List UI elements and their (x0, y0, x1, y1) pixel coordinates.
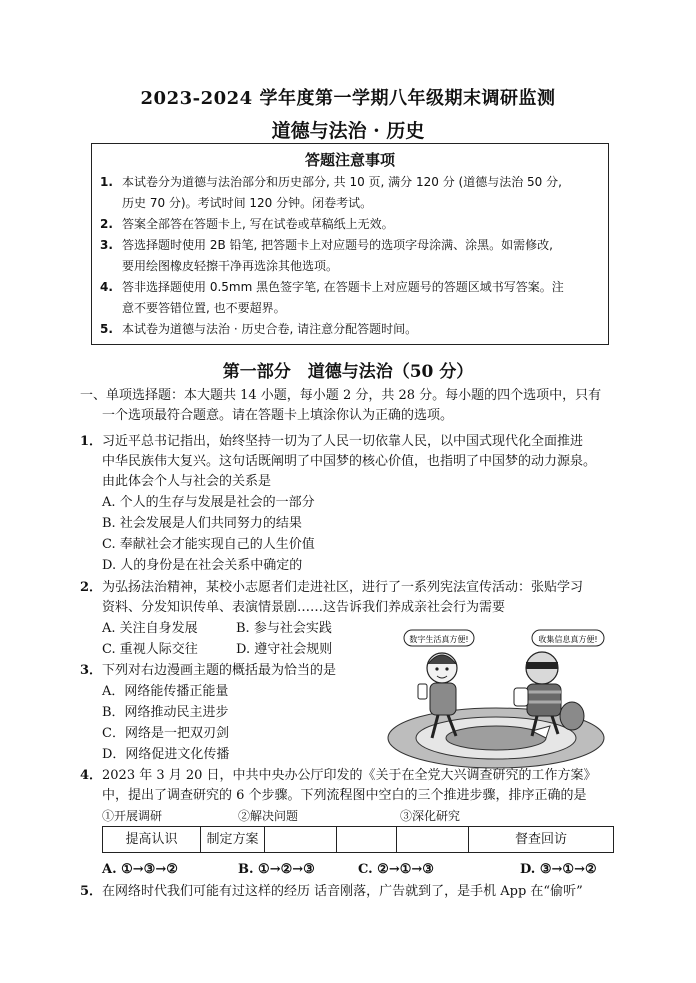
notice-item-text: 答选择题时使用 2B 铅笔, 把答题卡上对应题号的选项字母涂满、涂黑。如需修改, (122, 238, 553, 252)
notice-item-1 (100, 172, 600, 214)
question-1-text: 中华民族伟大复兴。这句话既阐明了中国梦的核心价值，也指明了中国梦的动力源泉。 (102, 454, 597, 469)
notice-item-number: 1. (100, 175, 113, 189)
question-4-text: 2023 年 3 月 20 日，中共中央办公厅印发的《关于在全党大兴调查研究的工作方案》 (102, 768, 597, 783)
question-1-text: 习近平总书记指出，始终坚持一切为了人民一切依靠人民，以中国式现代化全面推进 (102, 434, 584, 449)
notice-item-number: 2. (100, 217, 113, 231)
question-4-option-c: C. ②→①→③ (358, 862, 434, 877)
cartoon-drawing (382, 628, 610, 773)
question-3-number: 3． (80, 663, 103, 678)
notice-item-text: 要用绘图橡皮轻擦干净再选涂其他选项。 (122, 259, 339, 273)
notice-item-text: 本试卷分为道德与法治部分和历史部分, 共 10 页, 满分 120 分 (道德与法治 50 分, (122, 175, 562, 189)
question-1-option-c: C. 奉献社会才能实现自己的人生价值 (102, 537, 315, 552)
notice-item-text: 答案全部答在答题卡上, 写在试卷或草稿纸上无效。 (122, 217, 394, 231)
notice-item-number: 3. (100, 238, 113, 252)
question-2-option-b: B. 参与社会实践 (236, 621, 332, 636)
notice-item-number: 4. (100, 280, 113, 294)
question-4-option-b: B. ①→②→③ (238, 862, 315, 877)
notice-box (91, 143, 609, 345)
question-3-option-c: C．网络是一把双刃剑 (102, 726, 229, 741)
question-4-number: 4． (80, 768, 103, 783)
question-2-text: 为弘扬法治精神，某校小志愿者们走进社区，进行了一系列宪法宣传活动：张贴学习 (102, 580, 584, 595)
notice-item-4 (100, 277, 600, 319)
flow-step: 督查回访 (514, 832, 567, 847)
cartoon-bubble-right: 收集信息真方便! (538, 635, 598, 644)
notice-item-text: 历史 70 分)。考试时间 120 分钟。闭卷考试。 (122, 196, 373, 210)
question-4-text: 中，提出了调查研究的 6 个步骤。下列流程图中空白的三个推进步骤，排序正确的是 (102, 788, 587, 803)
notice-item-2 (100, 214, 600, 235)
flow-step-blank (265, 827, 337, 852)
question-2-number: 2． (80, 580, 103, 595)
flow-step: 提高认识 (103, 827, 201, 852)
section-instruction: 一、单项选择题：本大题共 14 小题，每小题 2 分，共 28 分。每小题的四个选项中，只有 (80, 388, 602, 403)
flowchart (102, 826, 614, 853)
question-4-option-d: D. ③→①→② (520, 862, 597, 877)
question-4-step-1: ①开展调研 (102, 809, 163, 823)
part-title: 第一部分 道德与法治（50 分） (222, 362, 474, 382)
cartoon-bubble-left: 数字生活真方便! (409, 635, 469, 644)
question-3-option-a: A．网络能传播正能量 (102, 684, 229, 699)
question-1-option-b: B. 社会发展是人们共同努力的结果 (102, 516, 302, 531)
flow-step: 制定方案 (201, 827, 265, 852)
question-3-option-d: D．网络促进文化传播 (102, 747, 230, 762)
notice-title: 答题注意事项 (304, 151, 395, 169)
question-1-option-a: A. 个人的生存与发展是社会的一部分 (102, 495, 315, 510)
question-2-option-c: C. 重视人际交往 (102, 642, 198, 657)
section-instruction-cont: 一个选项最符合题意。请在答题卡上填涂你认为正确的选项。 (102, 408, 454, 423)
question-3-option-b: B．网络推动民主进步 (102, 705, 229, 720)
question-4-step-2: ②解决问题 (238, 809, 299, 823)
notice-item-number: 5. (100, 322, 113, 336)
question-1-number: 1． (80, 434, 103, 449)
question-2-option-d: D. 遵守社会规则 (236, 642, 333, 657)
notice-item-5 (100, 319, 600, 340)
flow-step-blank (397, 827, 469, 852)
question-4-step-3: ③深化研究 (400, 809, 461, 823)
exam-title: 2023-2024 学年度第一学期八年级期末调研监测 (140, 88, 556, 109)
question-5-number: 5． (80, 884, 103, 899)
question-1-text: 由此体会个人与社会的关系是 (102, 474, 272, 489)
question-3-text: 下列对右边漫画主题的概括最为恰当的是 (102, 663, 337, 678)
notice-item-text: 本试卷为道德与法治 · 历史合卷, 请注意分配答题时间。 (122, 322, 418, 336)
notice-item-3 (100, 235, 600, 277)
question-1-option-d: D. 人的身份是在社会关系中确定的 (102, 558, 303, 573)
question-2-option-a: A. 关注自身发展 (102, 621, 198, 636)
question-2-text: 资料、分发知识传单、表演情景剧……这告诉我们养成亲社会行为需要 (102, 600, 506, 615)
notice-item-text: 意不要答错位置, 也不要超界。 (122, 301, 286, 315)
cartoon-illustration (382, 628, 610, 773)
flow-step-blank (337, 827, 397, 852)
question-4-option-a: A. ①→③→② (102, 862, 178, 877)
question-5-text: 在网络时代我们可能有过这样的经历 话音刚落，广告就到了，是手机 App 在“偷听” (102, 884, 583, 899)
exam-subject: 道德与法治 · 历史 (271, 120, 425, 142)
notice-item-text: 答非选择题使用 0.5mm 黑色签字笔, 在答题卡上对应题号的答题区域书写答案。注 (122, 280, 564, 294)
